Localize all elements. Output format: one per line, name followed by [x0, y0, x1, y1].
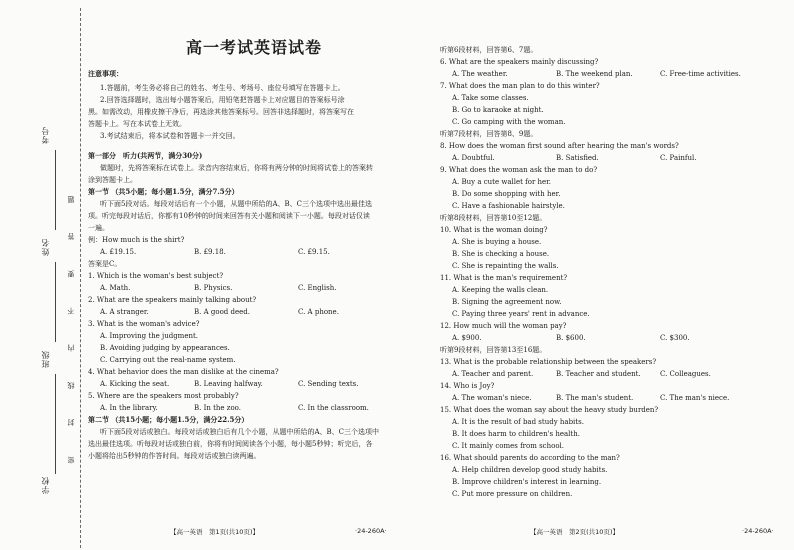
answer-option: C. Paying three years' rent in advance. — [452, 310, 590, 318]
notice-line: 2.回答选择题时，选出每小题答案后，用铅笔把答题卡上对应题目的答案标号涂 — [100, 96, 345, 104]
answer-option: C. Sending texts. — [298, 380, 359, 388]
answer-option: B. Physics. — [194, 284, 233, 292]
example-options — [88, 246, 420, 258]
answer-option: B. Leaving halfway. — [194, 380, 263, 388]
question-stem: 8. How does the woman first sound after hearing the man's words? — [440, 142, 679, 150]
question-stem: 2. What are the speakers mainly talking about? — [88, 296, 257, 304]
example-option: B. £9.18. — [194, 248, 226, 256]
binding-margin — [0, 0, 84, 550]
question-stem: 14. Who is Joy? — [440, 382, 495, 390]
right-questions — [440, 44, 784, 500]
part1-intro-line: 做题时，先将答案标在试卷上。录音内容结束后，你将有两分钟的时间将试卷上的答案转 — [100, 164, 373, 172]
notice-lines — [88, 82, 420, 142]
example-option: C. £9.15. — [298, 248, 330, 256]
seal-dashed-line — [80, 8, 81, 548]
sec2-intro-line: 小题将给出5秒钟的作答时间。每段对话或独白读两遍。 — [88, 452, 261, 460]
answer-option: C. Colleagues. — [660, 370, 711, 378]
answer-option: C. In the classroom. — [298, 404, 369, 412]
name-line — [55, 262, 56, 342]
option-row — [440, 392, 784, 404]
answer-option: A. Keeping the walls clean. — [452, 286, 549, 294]
answer-option: B. Teacher and student. — [556, 370, 641, 378]
answer-option: C. English. — [298, 284, 337, 292]
answer-option: A. Improving the judgment. — [100, 332, 199, 340]
answer-option: B. Satisfied. — [556, 154, 599, 162]
answer-option: B. Signing the agreement now. — [452, 298, 562, 306]
notice-line: 1.答题前，考生务必将自己的姓名、考生号、考场号、座位号填写在答题卡上。 — [100, 84, 345, 92]
answer-option: C. Put more pressure on children. — [452, 490, 573, 498]
name-label: 姓名 — [41, 238, 50, 256]
exam-title: 高一考试英语试卷 — [185, 38, 322, 57]
answer-option: A. Math. — [100, 284, 131, 292]
option-row — [88, 282, 420, 294]
answer-option: A. The woman's niece. — [452, 394, 532, 402]
question-stem: 11. What is the man's requirement? — [440, 274, 568, 282]
option-row — [88, 378, 420, 390]
answer-option: C. Have a fashionable hairstyle. — [452, 202, 565, 210]
left-questions — [88, 270, 420, 414]
answer-option: B. Improve children's interest in learning. — [452, 478, 602, 486]
answer-option: C. Free-time activities. — [660, 70, 741, 78]
seal-warning: 密 封 线 内 不 要 答 题 — [67, 182, 75, 464]
sec2-heading: 第二节 （共15小题；每小题1.5分，满分22.5分） — [88, 415, 249, 424]
answer-option: A. Buy a cute wallet for her. — [452, 178, 551, 186]
answer-option: B. Do some shopping with her. — [452, 190, 561, 198]
school-label: 学校 — [41, 476, 50, 494]
answer-option: A. The weather. — [452, 70, 508, 78]
answer-option: A. Take some classes. — [452, 94, 529, 102]
notice-heading: 注意事项： — [88, 69, 123, 78]
question-stem: 16. What should parents do according to the man? — [440, 454, 620, 462]
notice-line: 3.考试结束后，将本试卷和答题卡一并交回。 — [100, 132, 240, 140]
answer-option: B. Avoiding judging by appearances. — [100, 344, 230, 352]
sec2-intro-line: 选出最佳选项。听每段对话或独白前，你将有时间阅读各个小题，每小题5秒钟；听完后，各 — [88, 440, 373, 448]
option-row — [440, 152, 784, 164]
listening-material-heading: 听第7段材料，回答第8、9题。 — [440, 130, 538, 138]
part1-intro-line: 涂到答题卡上。 — [88, 176, 137, 184]
sec1-intro — [88, 198, 420, 234]
question-stem: 13. What is the probable relationship between the speakers? — [440, 358, 657, 366]
part1-intro — [88, 162, 420, 186]
answer-option: A. Kicking the seat. — [100, 380, 170, 388]
option-row — [440, 68, 784, 80]
footer-left-label: 【高一英语 第1页(共10页)】 — [170, 528, 259, 536]
exam-no-line — [55, 150, 56, 230]
option-row — [88, 402, 420, 414]
answer-option: C. A phone. — [298, 308, 339, 316]
answer-option: C. She is repainting the walls. — [452, 262, 559, 270]
answer-option: A. She is buying a house. — [452, 238, 542, 246]
exam-no-label: 考号 — [41, 126, 50, 144]
notice-line: 答题卡上。写在本试卷上无效。 — [88, 120, 186, 128]
footer-right-code: ·24-260A· — [742, 527, 774, 535]
answer-option: A. Teacher and parent. — [452, 370, 534, 378]
answer-option: A. It is the result of bad study habits. — [452, 418, 584, 426]
answer-option: A. A stranger. — [100, 308, 149, 316]
left-column — [88, 38, 420, 462]
answer-option: C. Carrying out the real-name system. — [100, 356, 236, 364]
answer-option: A. Doubtful. — [452, 154, 495, 162]
sec2-intro — [88, 426, 420, 462]
question-stem: 10. What is the woman doing? — [440, 226, 548, 234]
example-option: A. £19.15. — [100, 248, 137, 256]
question-stem: 1. Which is the woman's best subject? — [88, 272, 224, 280]
answer-option: B. It does harm to children's health. — [452, 430, 580, 438]
answer-option: A. Help children develop good study habits. — [452, 466, 608, 474]
class-line — [55, 374, 56, 474]
question-stem: 6. What are the speakers mainly discussing? — [440, 58, 599, 66]
answer-option: C. The man's niece. — [660, 394, 730, 402]
sec2-intro-line: 听下面5段对话或独白。每段对话或独白后有几个小题，从题中所给的A、B、C三个选项中 — [100, 428, 380, 436]
sec1-intro-line: 听下面5段对话。每段对话后有一个小题，从题中所给的A、B、C三个选项中选出最佳选 — [100, 200, 373, 208]
answer-option: B. Go to karaoke at night. — [452, 106, 544, 114]
answer-option: A. In the library. — [100, 404, 158, 412]
answer-option: C. It mainly comes from school. — [452, 442, 564, 450]
question-stem: 4. What behavior does the man dislike at the cinema? — [88, 368, 279, 376]
notice-line: 黑。如需改动，用橡皮擦干净后，再选涂其他答案标号。回答非选择题时，将答案写在 — [88, 108, 354, 116]
answer-option: B. The weekend plan. — [556, 70, 633, 78]
sec1-intro-line: 一遍。 — [88, 224, 109, 232]
option-row — [440, 332, 784, 344]
sec1-intro-line: 项。听完每段对话后，你都有10秒钟的时间来回答有关小题和阅读下一小题。每段对话仅读 — [88, 212, 370, 220]
listening-material-heading: 听第6段材料，回答第6、7题。 — [440, 46, 538, 54]
answer-option: A. $900. — [452, 334, 482, 342]
option-row — [88, 306, 420, 318]
listening-material-heading: 听第8段材料，回答第10至12题。 — [440, 214, 547, 222]
option-row — [440, 368, 784, 380]
example-answer: 答案是C。 — [88, 260, 122, 268]
question-stem: 7. What does the man plan to do this winter? — [440, 82, 600, 90]
question-stem: 3. What is the woman's advice? — [88, 320, 200, 328]
right-column — [440, 44, 784, 500]
answer-option: C. Painful. — [660, 154, 697, 162]
listening-material-heading: 听第9段材料，回答第13至16题。 — [440, 346, 547, 354]
answer-option: C. $300. — [660, 334, 690, 342]
part1-heading: 第一部分 听力(共两节，满分30分) — [88, 151, 203, 160]
sec1-heading: 第一节 （共5小题；每小题1.5分，满分7.5分） — [88, 187, 239, 196]
question-stem: 12. How much will the woman pay? — [440, 322, 567, 330]
class-label: 班级 — [41, 350, 50, 368]
question-stem: 5. Where are the speakers most probably? — [88, 392, 239, 400]
answer-option: B. $600. — [556, 334, 586, 342]
question-stem: 15. What does the woman say about the heavy study burden? — [440, 406, 659, 414]
answer-option: B. She is checking a house. — [452, 250, 550, 258]
question-stem: 9. What does the woman ask the man to do? — [440, 166, 598, 174]
answer-option: B. A good deed. — [194, 308, 250, 316]
footer-right-label: 【高一英语 第2页(共10页)】 — [530, 528, 619, 536]
example-question: 例：How much is the shirt? — [88, 236, 185, 244]
answer-option: B. In the zoo. — [194, 404, 242, 412]
footer-left-code: ·24-260A· — [355, 527, 387, 535]
answer-option: B. The man's student. — [556, 394, 634, 402]
answer-option: C. Go camping with the woman. — [452, 118, 566, 126]
